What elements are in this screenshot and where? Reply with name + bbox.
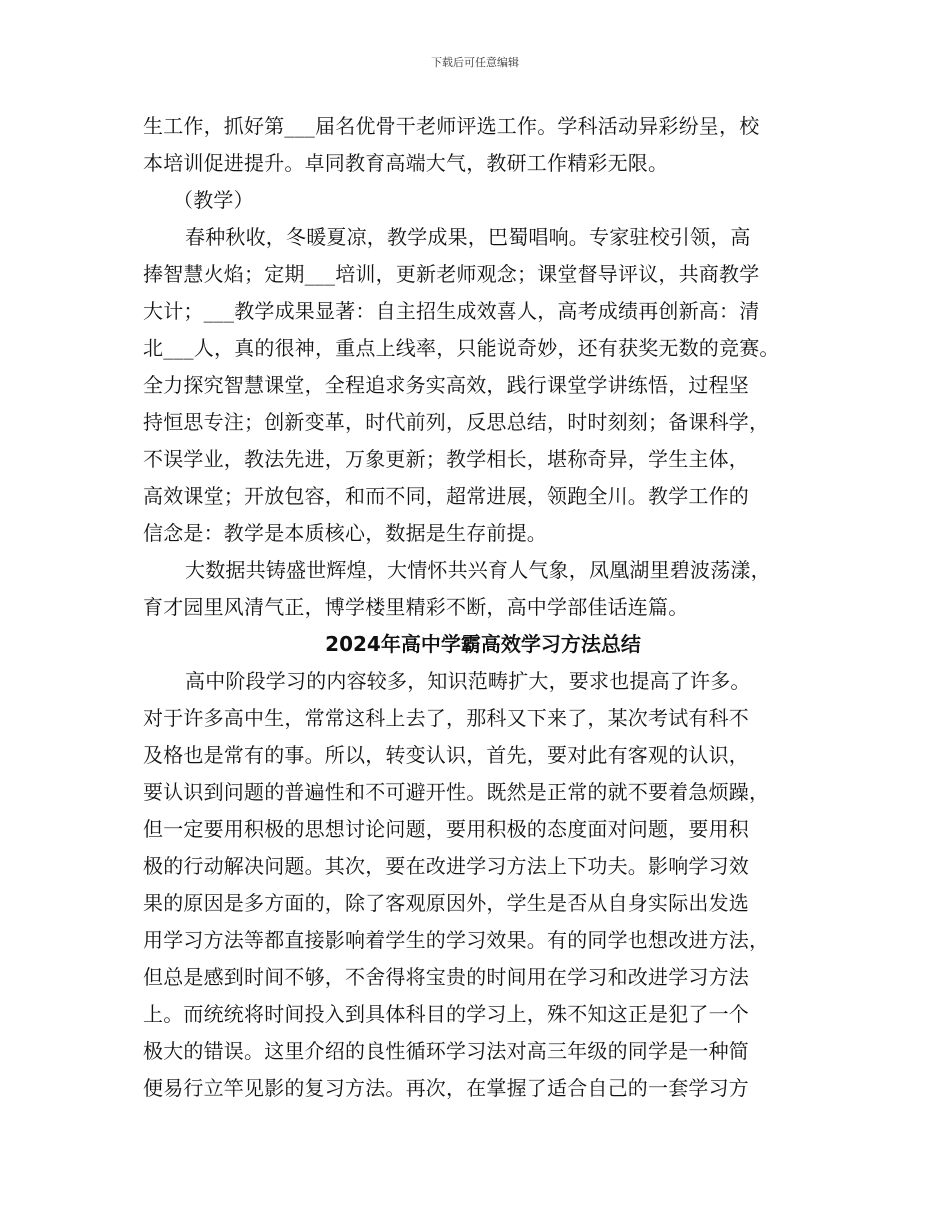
page-header: 下载后可任意编辑 (431, 56, 519, 69)
text-line: 果的原因是多方面的，除了客观原因外，学生是否从自身实际出发选 (143, 891, 749, 915)
text-line: 信念是：教学是本质核心，数据是生存前提。 (143, 521, 547, 545)
text-line: 持恒思专注；创新变革，时代前列，反思总结，时时刻刻；备课科学， (143, 410, 770, 434)
text-line: 春种秋收，冬暖夏凉，教学成果，巴蜀唱响。专家驻校引领，高 (185, 225, 751, 249)
text-line: 高中阶段学习的内容较多，知识范畴扩大，要求也提高了许多。 (185, 669, 751, 693)
text-line: 不误学业，教法先进，万象更新；教学相长，堪称奇异，学生主体， (143, 447, 749, 471)
text-line: 要认识到问题的普遍性和不可避开性。既然是正常的就不要着急烦躁， (143, 780, 770, 804)
text-line: 及格也是常有的事。所以，转变认识，首先，要对此有客观的认识， (143, 743, 749, 767)
text-line: 对于许多高中生，常常这科上去了，那科又下来了，某次考试有科不 (143, 706, 749, 730)
text-line: 便易行立竿见影的复习方法。再次，在掌握了适合自己的一套学习方 (143, 1076, 749, 1100)
text-line: 育才园里风清气正，博学楼里精彩不断，高中学部佳话连篇。 (143, 595, 689, 619)
text-line: 北___人，真的很神，重点上线率，只能说奇妙，还有获奖无数的竞赛。 (143, 336, 780, 360)
text-line: 生工作，抓好第___届名优骨干老师评选工作。学科活动异彩纷呈，校 (143, 114, 760, 138)
text-line: 上。而统统将时间投入到具体科目的学习上，殊不知这正是犯了一个 (143, 1002, 749, 1026)
text-line: 极的行动解决问题。其次，要在改进学习方法上下功夫。影响学习效 (143, 854, 749, 878)
text-line: 但一定要用积极的思想讨论问题，要用积极的态度面对问题，要用积 (143, 817, 749, 841)
text-line: 但总是感到时间不够，不舍得将宝贵的时间用在学习和改进学习方法 (143, 965, 749, 989)
section-heading: （教学） (173, 188, 254, 212)
text-line: 捧智慧火焰；定期___培训，更新老师观念；课堂督导评议，共商教学 (143, 262, 760, 286)
article-title: 2024年高中学霸高效学习方法总结 (325, 632, 641, 656)
document-body (143, 108, 823, 1107)
text-line: 用学习方法等都直接影响着学生的学习效果。有的同学也想改进方法， (143, 928, 770, 952)
text-line: 大计；___教学成果显著：自主招生成效喜人，高考成绩再创新高：清 (143, 299, 760, 323)
text-line: 高效课堂；开放包容，和而不同，超常进展，领跑全川。教学工作的 (143, 484, 749, 508)
text-line: 极大的错误。这里介绍的良性循环学习法对高三年级的同学是一种简 (143, 1039, 749, 1063)
text-line: 本培训促进提升。卓同教育高端大气，教研工作精彩无限。 (143, 151, 669, 175)
text-line: 大数据共铸盛世辉煌，大情怀共兴育人气象，凤凰湖里碧波荡漾， (185, 558, 771, 582)
text-line: 全力探究智慧课堂，全程追求务实高效，践行课堂学讲练悟，过程坚 (143, 373, 749, 397)
